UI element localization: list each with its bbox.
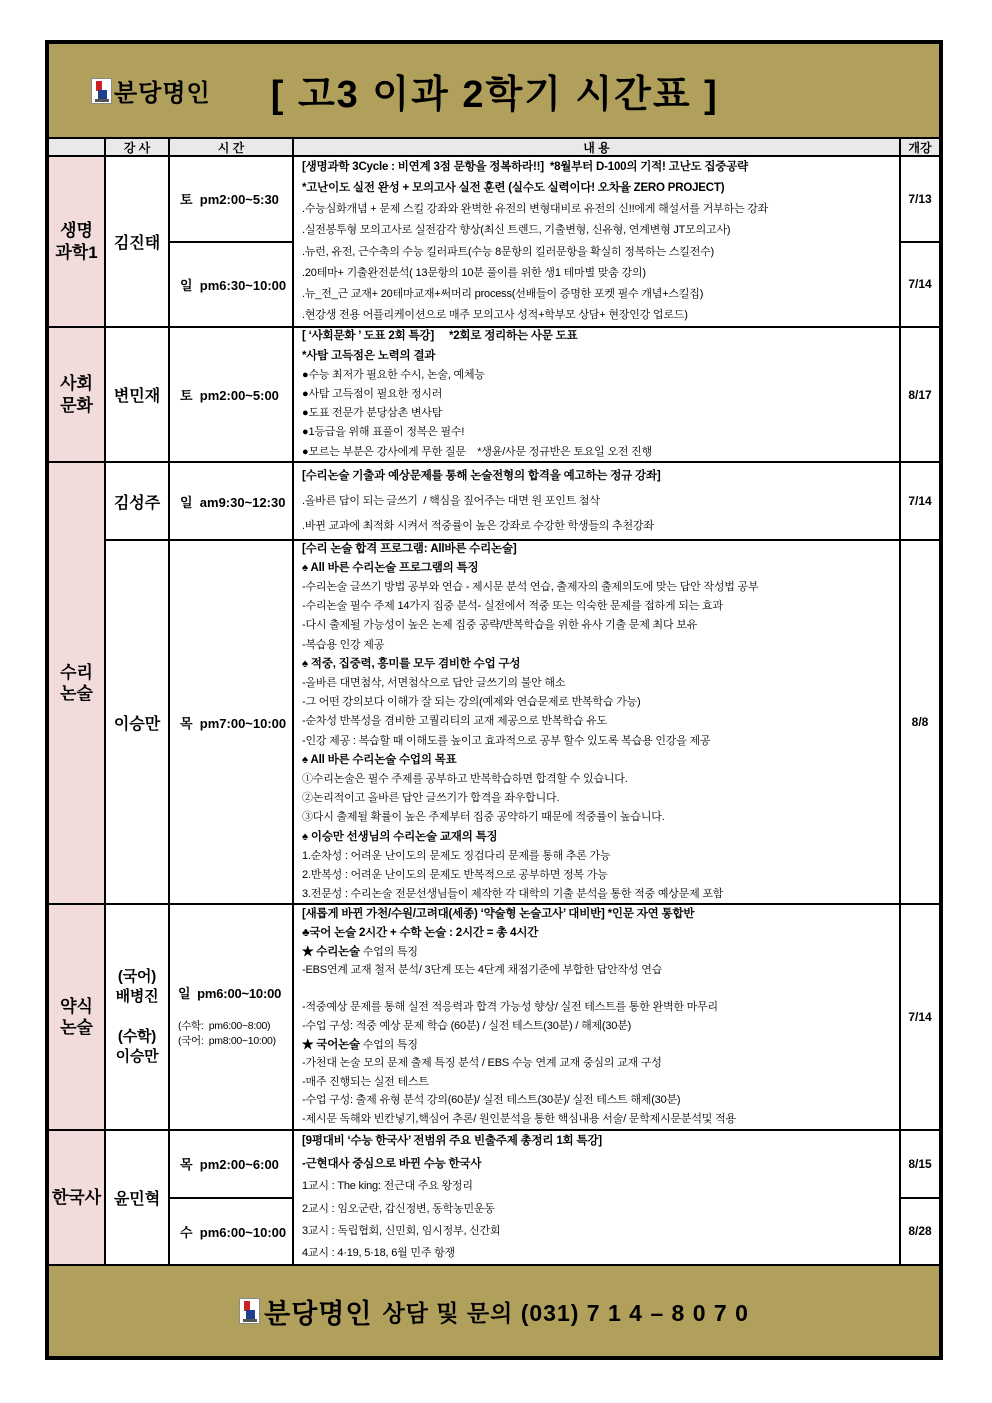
brand-name: 분당명인 (114, 80, 211, 107)
subrow-lee (106, 539, 939, 903)
content-line: (국어: pm8:00~10:00) (178, 1035, 276, 1047)
content-line: .바뀐 교과에 최적화 시켜서 적중률이 높은 강좌로 수강한 학생들의 추천강좌 (302, 519, 654, 532)
time-session: 목 pm2:00~6:00 (180, 1157, 279, 1173)
content-line: -수업 구성: 출제 유형 분석 강의(60분)/ 실전 테스트(30분)/ 실전 테스트 해제(30분) (302, 1094, 681, 1107)
content-line: -근현대사 중심으로 바뀐 수능 한국사 (302, 1157, 482, 1170)
content-line: 4교시 : 4·19, 5·18, 6월 민주 항쟁 (302, 1247, 455, 1260)
content-line: ②논리적이고 올바른 답안 글쓰기가 합격을 좌우합니다. (302, 792, 560, 805)
header-band (49, 44, 939, 137)
content-cell (294, 1131, 901, 1264)
content-line: 2.반복성 : 어려운 난이도의 문제도 반복적으로 공부하면 정복 가능 (302, 869, 608, 882)
time-cell (170, 157, 294, 326)
footer-brand-name: 분당명인 (264, 1298, 373, 1329)
content-line: -인강 제공 : 복습할 때 이해도를 높이고 효과적으로 공부 할수 있도록 복습용 인강을 제공 (302, 734, 711, 747)
time-session: 일 pm6:30~10:00 (170, 241, 292, 327)
instructor-cell (106, 905, 170, 1129)
column-header-row (49, 137, 939, 155)
footer-band (49, 1264, 939, 1356)
content-line: ♠ All 바른 수리논술 수업의 목표 (302, 753, 457, 766)
start-date: 7/13 (908, 191, 932, 206)
content-line: -가천대 논술 모의 문제 출제 특징 분석 / EBS 수능 연계 교재 중심의 교재 구성 (302, 1057, 662, 1070)
content-line: ♠ All 바른 수리논술 프로그램의 특징 (302, 561, 479, 574)
content-line: -올바른 대면첨삭, 서면첨삭으로 답안 글쓰기의 불안 해소 (302, 677, 566, 689)
content-line: [9평대비 ‘수능 한국사’ 전범위 주요 빈출주제 총정리 1회 특강] (302, 1135, 602, 1148)
instructor-cell: 김진태 (106, 157, 170, 326)
content-line: .20테마+ 기출완전분석( 13문항의 10분 풀이를 위한 생1 테마별 맞춤 강의) (302, 266, 646, 279)
content-line: (수학) (117, 1028, 157, 1045)
content-line: *고난이도 실전 완성 + 모의고사 실전 훈련 (실수도 실력이다! 오차율 ZERO PROJECT) (302, 181, 725, 194)
subject-label: 과학1 (55, 242, 98, 262)
subject-label: 논술 (60, 684, 93, 703)
start-date-cell (901, 157, 939, 326)
start-date: 8/28 (901, 1197, 939, 1265)
content-line: ●사탐 고득점이 필요한 정시러 (302, 387, 443, 400)
content-line: -그 어떤 강의보다 이해가 잘 되는 강의(예제와 연습문제로 반복학습 가능) (302, 696, 641, 709)
content-line: ♠ 적중, 집중력, 흥미를 모두 겸비한 수업 구성 (302, 657, 521, 670)
subrow-kim (106, 463, 939, 539)
content-line: -수업 구성: 적중 예상 문제 학습 (60분) / 실전 테스트(30분) / 해제(30분) (302, 1020, 632, 1032)
content-line: 일 pm6:00~10:00 (178, 986, 282, 1001)
content-line (178, 1002, 292, 1019)
content-cell (294, 905, 901, 1129)
content-line: ③다시 출제될 확률이 높은 주제부터 집중 공약하기 때문에 적중률이 높습니다. (302, 811, 665, 824)
content-line: 3교시 : 독립협회, 신민회, 임시정부, 신간회 (302, 1224, 501, 1237)
content-line: *사탐 고득점은 노력의 결과 (302, 349, 436, 362)
content-line: -다시 출제될 가능성이 높은 논제 집중 공략/반복학습을 위한 유사 기출 문제 최다 보유 (302, 619, 698, 632)
content-line: -적중예상 문제를 통해 실전 적응력과 합격 가능성 향상/ 실전 테스트를 통한 완벽한 마무리 (302, 1001, 718, 1014)
content-cell (294, 157, 901, 326)
content-line: -제시문 독해와 빈칸넣기,핵심어 추론/ 원인분석을 통한 핵심내용 서술/ 문학제시문분석및 적용 (302, 1112, 736, 1125)
content-line: -EBS연계 교재 철저 분석/ 3단계 또는 4단계 채점기준에 부합한 답안작성 연습 (302, 964, 663, 977)
content-line: .올바른 답이 되는 글쓰기 / 핵심을 짚어주는 대면 원 포인트 첨삭 (302, 494, 600, 507)
time-cell: 일 am9:30~12:30 (170, 463, 294, 539)
row-brief-essay (49, 903, 939, 1129)
subject-label: 약식 (60, 996, 93, 1016)
row-korean-history (49, 1129, 939, 1264)
brand-logo-icon (91, 78, 112, 104)
content-line: ●1등급을 위해 표풀이 정복은 필수! (302, 426, 465, 439)
content-line: .뉴_전_근 교재+ 20테마교재+써머리 process(선배들이 증명한 포켓 필수 개념+스킬집) (302, 287, 704, 300)
content-line: [수리논술 기출과 예상문제를 통해 논술전형의 합격을 예고하는 정규 강좌] (302, 469, 661, 482)
column-header-start: 개강 (901, 139, 939, 155)
subject-cell-history (49, 1131, 106, 1264)
content-line: 3.전문성 : 수리논술 전문선생님들이 제작한 각 대학의 기출 분석을 통한 적중 예상문제 포함 (302, 888, 724, 901)
subject-cell-bio (49, 157, 106, 326)
column-header-subject (49, 139, 106, 155)
instructor-cell: 김성주 (106, 463, 170, 539)
column-header-instructor: 강 사 (106, 139, 170, 155)
content-line: ★ 수리논술 수업의 특징 (302, 945, 418, 958)
content-line: [ ‘사회문화 ’ 도표 2회 특강] *2회로 정리하는 사문 도표 (302, 330, 578, 343)
subject-label: 생명 (60, 221, 93, 241)
column-header-content: 내 용 (294, 139, 901, 155)
time-cell (170, 1131, 294, 1264)
instructor-cell: 변민재 (106, 328, 170, 461)
subject-cell-brief-essay (49, 905, 106, 1129)
content-line: -수리논술 글쓰기 방법 공부와 연습 - 제시문 분석 연습, 출제자의 출제의도에 맞는 답안 작성법 공부 (302, 580, 759, 593)
subject-label: 한국사 (51, 1187, 102, 1207)
content-line: -매주 진행되는 실전 테스트 (302, 1075, 429, 1088)
content-line: 1교시 : The king: 전근대 주요 왕정리 (302, 1180, 473, 1193)
content-line: ●수능 최저가 필요한 수시, 논술, 예체능 (302, 368, 485, 381)
content-line: (국어) (117, 968, 157, 985)
content-line: ♣국어 논술 2시간 + 수학 논술 : 2시간 = 총 4시간 (302, 927, 539, 940)
time-cell: 목 pm7:00~10:00 (170, 541, 294, 903)
content-line: .수능심화개념 + 문제 스킬 강좌와 완벽한 유전의 변형대비로 유전의 신!!에게 해설서를 거부하는 강좌 (302, 203, 769, 216)
page-title: [ 고3 이과 2학기 시간표 ] (270, 74, 719, 116)
subject-cell-math-essay (49, 463, 106, 903)
row-social-culture (49, 326, 939, 461)
content-line: (수학: pm6:00~8:00) (178, 1020, 271, 1032)
row-bio-science (49, 155, 939, 326)
start-date-cell: 7/14 (908, 1010, 932, 1024)
start-date-cell: 7/14 (908, 494, 932, 508)
subject-label: 수리 (60, 662, 93, 682)
start-date-cell: 8/8 (911, 715, 929, 729)
subject-cell-social (49, 328, 106, 461)
content-line (135, 1007, 139, 1027)
content-line: 이승만 (115, 1048, 159, 1065)
start-date: 7/14 (901, 241, 939, 327)
column-header-time: 시 간 (170, 139, 294, 155)
instructor-cell: 이승만 (106, 541, 170, 903)
content-line: ★ 국어논술 수업의 특징 (302, 1038, 418, 1051)
content-line (302, 980, 891, 999)
start-date-cell: 8/17 (908, 387, 932, 402)
content-cell (294, 541, 901, 903)
instructor-cell: 윤민혁 (106, 1131, 170, 1264)
content-line: .뉴런, 유전, 근수축의 수능 킬러파트(수능 8문항의 킬러문항을 확실히 정복하는 스킬전수) (302, 245, 715, 258)
row-math-essay (49, 461, 939, 903)
subject-label: 논술 (60, 1018, 93, 1037)
content-line: .실전봉투형 모의고사로 실전감각 향상(최신 트렌드, 기출변형, 신유형, 연계변형 JT모의고사) (302, 224, 731, 237)
time-session: 수 pm6:00~10:00 (170, 1197, 292, 1265)
start-date: 8/15 (908, 1156, 932, 1171)
content-line: [생명과학 3Cycle : 비연계 3점 문항을 정복하라!!] *8월부터 D-100의 기적! 고난도 집중공략 (302, 160, 749, 173)
content-line: ●모르는 부분은 강사에게 무한 질문 *생윤/사문 정규반은 토요일 오전 진행 (302, 445, 653, 458)
content-cell (294, 463, 901, 539)
subject-label: 사회 (60, 374, 93, 394)
content-line: 배병진 (115, 988, 159, 1005)
content-line: .현강생 전용 어플리케이션으로 매주 모의고사 성적+학부모 상담+ 현장인강 업로드) (302, 309, 688, 322)
content-line: [새롭게 바뀐 가천/수원/고려대(세종) ‘약술형 논술고사’ 대비반] *인문 자연 통합반 (302, 908, 695, 921)
math-essay-group (106, 463, 939, 903)
content-line: -복습용 인강 제공 (302, 638, 385, 651)
content-line: 2교시 : 임오군란, 갑신정변, 동학농민운동 (302, 1202, 495, 1215)
subject-label: 문화 (60, 395, 93, 415)
time-cell: 토 pm2:00~5:00 (170, 328, 294, 461)
content-line: -수리논술 필수 주제 14가지 집중 분석- 실전에서 적중 또는 익숙한 문제를 접하게 되는 효과 (302, 600, 723, 613)
time-session: 토 pm2:00~5:30 (180, 192, 279, 208)
content-line: 1.순차성 : 어려운 난이도의 문제도 징검다리 문제를 통해 추론 가능 (302, 849, 611, 862)
content-line: -순차성 반복성을 겸비한 고퀄리티의 교재 제공으로 반복학습 유도 (302, 715, 607, 728)
content-cell (294, 328, 901, 461)
brand-logo-icon (239, 1298, 260, 1324)
content-line: ①수리논술은 필수 주제를 공부하고 반복학습하면 합격할 수 있습니다. (302, 773, 628, 786)
content-line: ♠ 이승만 선생님의 수리논술 교재의 특징 (302, 830, 498, 843)
time-cell (170, 905, 294, 1129)
start-date-cell (901, 1131, 939, 1264)
content-line: [수리 논술 합격 프로그램: All바른 수리논술] (302, 542, 517, 555)
content-line: ●도표 전문가 분당삼촌 변사탐 (302, 407, 443, 420)
timetable-sheet (45, 40, 943, 1360)
contact-phone: 상담 및 문의 (031) 7 1 4 – 8 0 7 0 (382, 1299, 749, 1326)
